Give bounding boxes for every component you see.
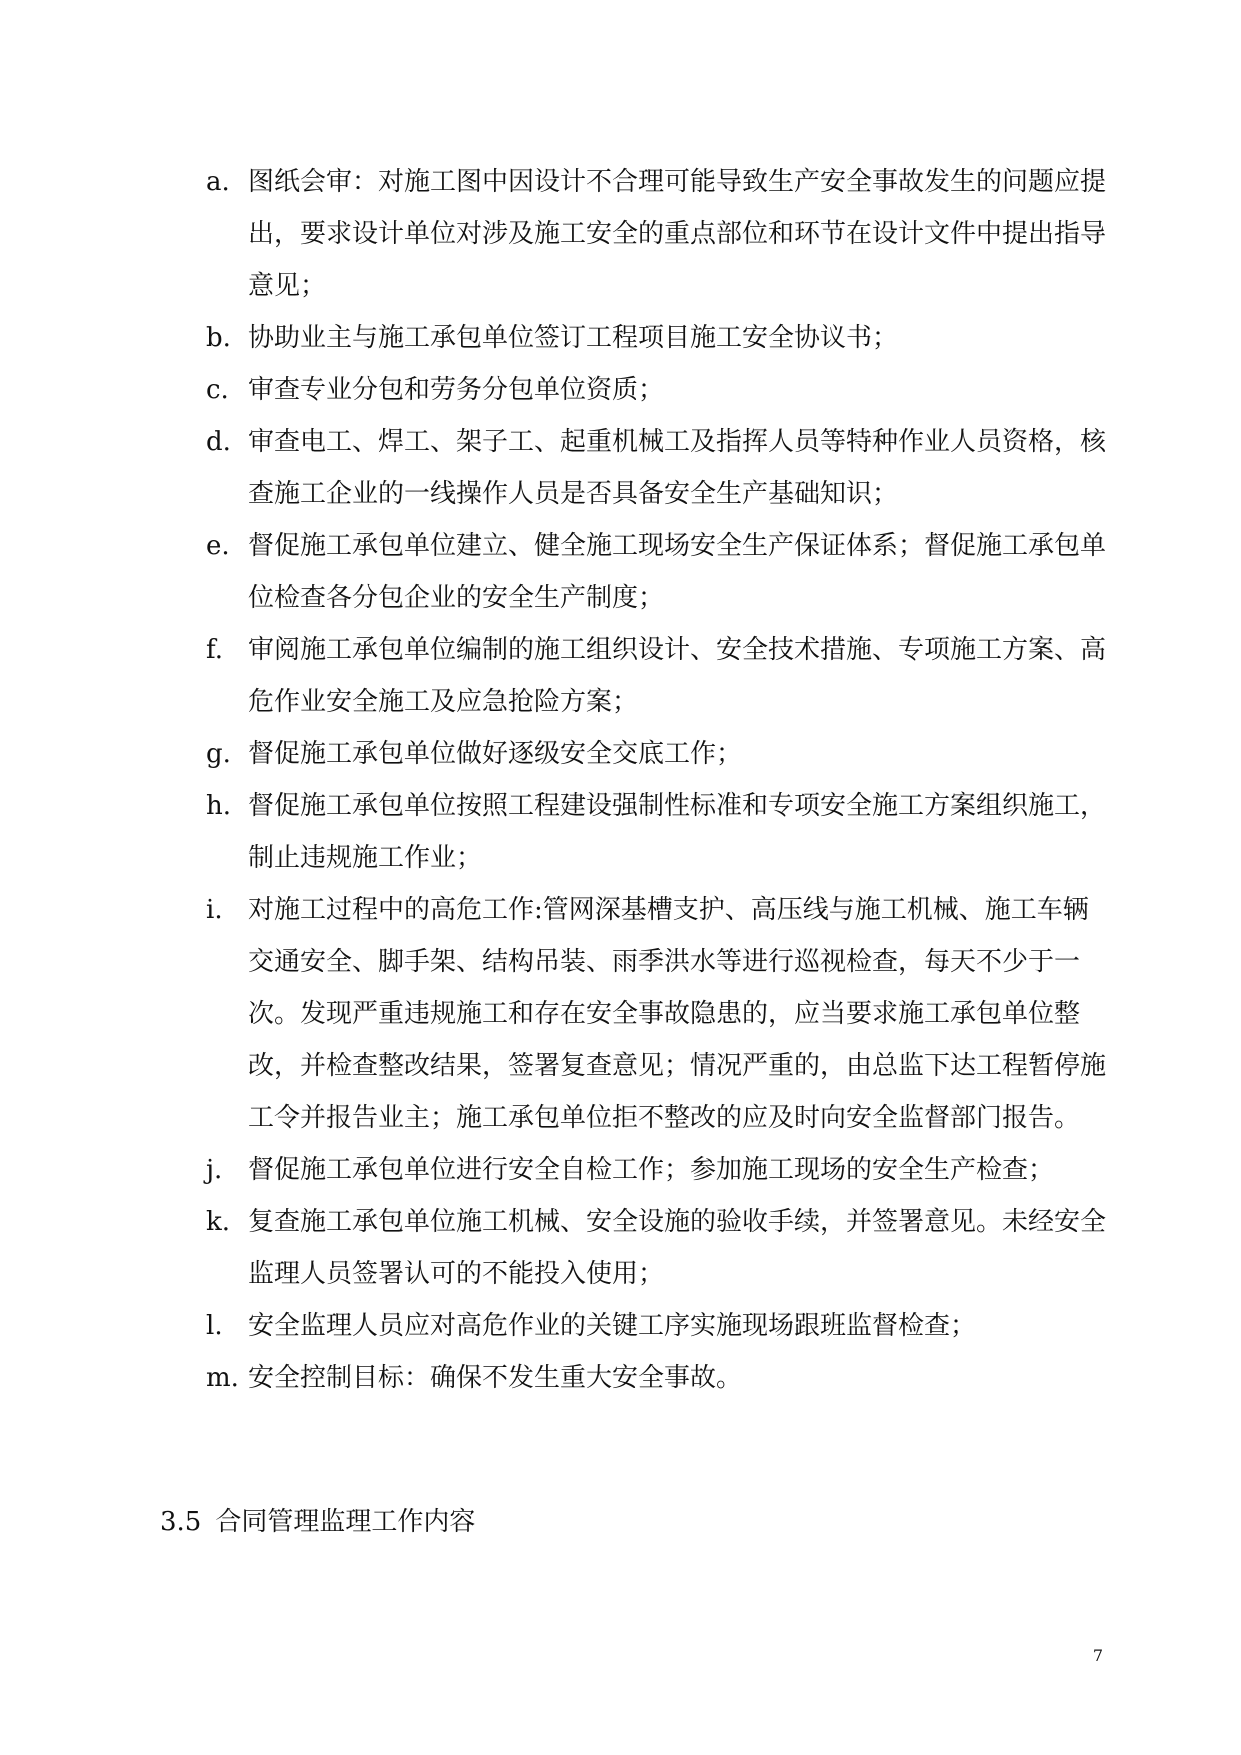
list-text: 审查专业分包和劳务分包单位资质； [248, 375, 665, 405]
list-item [206, 156, 1106, 312]
list-text: 督促施工承包单位做好逐级安全交底工作； [248, 739, 743, 769]
list-marker: f. [206, 635, 223, 665]
list-item [206, 520, 1106, 624]
list-item [206, 728, 1106, 780]
list-item [206, 1196, 1106, 1300]
section-number: 3.5 [160, 1507, 202, 1537]
list-text: 对施工过程中的高危工作:管网深基槽支护、高压线与施工机械、施工车辆交通安全、脚手架、结构吊装、雨季洪水等进行巡视检查，每天不少于一次。发现严重违规施工和存在安全事故隐患的，应当要求施工承包单位整改，并检查整改结果，签署复查意见；情况严重的，由总监下达工程暂停施工令并报告业主；施工承包单位拒不整改的应及时向安全监督部门报告。 [248, 895, 1107, 1133]
list-text: 协助业主与施工承包单位签订工程项目施工安全协议书； [248, 323, 899, 353]
list-text: 督促施工承包单位进行安全自检工作；参加施工现场的安全生产检查； [248, 1155, 1055, 1185]
list-marker: g. [206, 739, 231, 769]
list-text: 安全监理人员应对高危作业的关键工序实施现场跟班监督检查； [248, 1311, 977, 1341]
list-marker: i. [206, 895, 223, 925]
list-marker: d. [206, 427, 231, 457]
list-marker: k. [206, 1207, 231, 1237]
page-number: 7 [1092, 1646, 1103, 1665]
list-item [206, 780, 1106, 884]
list-text: 督促施工承包单位按照工程建设强制性标准和专项安全施工方案组织施工，制止违规施工作业； [248, 791, 1107, 873]
list-item [206, 312, 1106, 364]
list-item [206, 1352, 1106, 1404]
list-item [206, 884, 1106, 1144]
safety-supervision-list [206, 156, 1106, 1404]
list-item [206, 1144, 1106, 1196]
list-text: 督促施工承包单位建立、健全施工现场安全生产保证体系；督促施工承包单位检查各分包企业的安全生产制度； [248, 531, 1107, 613]
list-marker: e. [206, 531, 230, 561]
list-marker: a. [206, 167, 230, 197]
list-marker: m. [206, 1363, 239, 1393]
list-item [206, 364, 1106, 416]
list-text: 复查施工承包单位施工机械、安全设施的验收手续，并签署意见。未经安全监理人员签署认可的不能投入使用； [248, 1207, 1107, 1289]
list-marker: b. [206, 323, 231, 353]
list-item [206, 1300, 1106, 1352]
list-marker: c. [206, 375, 229, 405]
section-heading [160, 1496, 1060, 1548]
list-marker: l. [206, 1311, 223, 1341]
list-item [206, 416, 1106, 520]
list-marker: j. [206, 1155, 223, 1185]
list-text: 审查电工、焊工、架子工、起重机械工及指挥人员等特种作业人员资格，核查施工企业的一线操作人员是否具备安全生产基础知识； [248, 427, 1107, 509]
list-item [206, 624, 1106, 728]
list-marker: h. [206, 791, 232, 821]
list-text: 图纸会审：对施工图中因设计不合理可能导致生产安全事故发生的问题应提出，要求设计单位对涉及施工安全的重点部位和环节在设计文件中提出指导意见； [248, 167, 1107, 301]
list-text: 安全控制目标：确保不发生重大安全事故。 [248, 1363, 743, 1393]
list-text: 审阅施工承包单位编制的施工组织设计、安全技术措施、专项施工方案、高危作业安全施工及应急抢险方案； [248, 635, 1107, 717]
section-title: 合同管理监理工作内容 [215, 1507, 476, 1537]
